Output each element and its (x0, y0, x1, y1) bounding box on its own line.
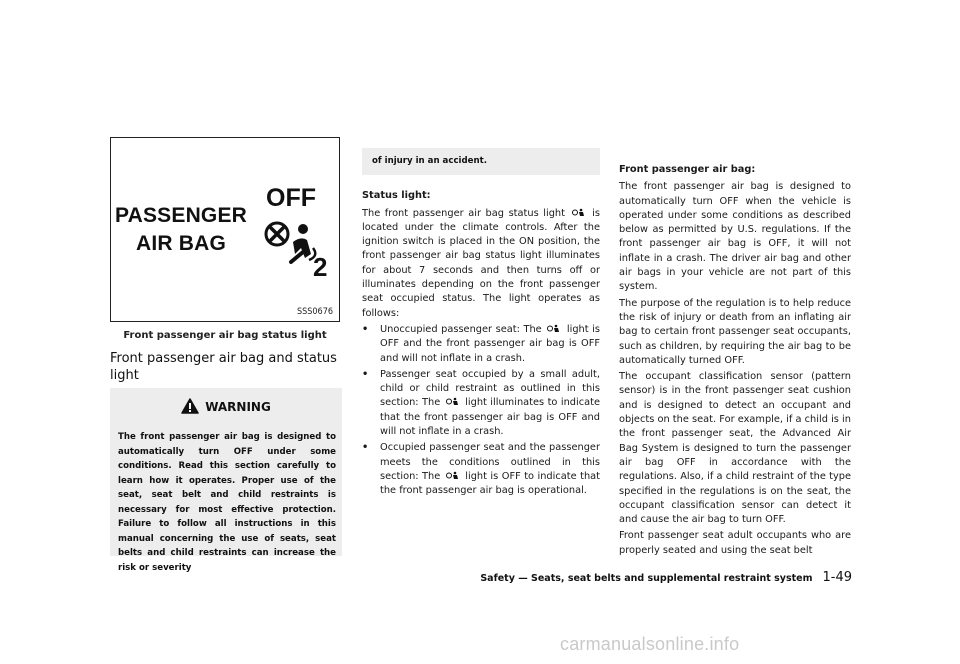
warning-triangle-icon (181, 398, 199, 414)
figure-label (111, 202, 251, 258)
column-3 (619, 163, 851, 560)
page-number: 1-49 (822, 570, 852, 585)
warning-text: The front passenger air bag is designed to automatically turn OFF under some conditions. Read this section carefully to learn how it operates. Proper use of the seat, seat belt and child restraints is necessary for most effective protection. Failure to follow all instructions in this manual concerning the use of seats, seat belts and child restraints can increase the risk or severity (118, 432, 336, 573)
passenger-airbag-off-icon (572, 208, 586, 217)
bullet-text-b: light illuminates to indicate that the front passenger air bag is OFF and will not inflate in a crash. (380, 397, 600, 438)
bullet-text-a: Unoccupied passenger seat: The (380, 323, 542, 335)
warning-continued: of injury in an accident. (362, 148, 600, 175)
passenger-airbag-off-icon (547, 324, 561, 333)
paragraph: The occupant classification sensor (pattern sensor) is in the front passenger seat cushion and is designed to detect an occupant and objects on the seat. For example, if a child is in the front passenger seat, the Advanced Air Bag System is designed to turn the passenger air bag OFF in accordance with the regulations. Also, if a child restraint of the type specified in the regulations is on the seat, the occupant classification sensor can detect it and cause the air bag to turn OFF. (619, 371, 851, 526)
bullet-text-a: Passenger seat occupied by a small adult, child or child restraint as outlined in this section: The (380, 368, 600, 409)
status-text-b: is located under the climate controls. After the ignition switch is placed in the ON position, the front passenger air bag status light illuminates for about 7 seconds and then turns off or illuminates depending on the front passenger seat occupied status. The light operates as follows: (362, 207, 600, 319)
status-bullet-list (362, 323, 600, 499)
footer-section: Safety — Seats, seat belts and supplemental restraint system (480, 573, 813, 584)
status-heading: Status light: (362, 190, 431, 202)
page-footer (480, 570, 852, 585)
bullet-text-a: Occupied passenger seat and the passenger meets the conditions outlined in this section: The (380, 442, 600, 482)
bullet-text-b: light is OFF to indicate that the front passenger air bag is operational. (380, 470, 600, 497)
airbag-heading: Front passenger air bag: (619, 164, 756, 175)
figure-code: SSS0676 (296, 307, 333, 317)
warning-box (110, 388, 342, 573)
figure-off-text: OFF (266, 184, 316, 212)
passenger-airbag-off-icon (446, 471, 460, 480)
paragraph: The front passenger air bag is designed to automatically turn OFF when the vehicle is operated under some conditions as described below as permitted by U.S. regulations. If the front passenger air bag is OFF, it will not inflate in a crash. The driver air bag and other air bags in your vehicle are not part of this system. (619, 181, 851, 293)
bullet-text-b: light is OFF and the front passenger air bag is OFF and will not inflate in a crash. (380, 323, 600, 364)
list-item: • Passenger seat occupied by a small adult, child or child restraint as outlined in this section: The light illuminates to indicate that the front passenger air bag is OFF and will not inflate in a crash. (362, 368, 600, 438)
warning-title: WARNING (205, 400, 271, 414)
figure-caption: Front passenger air bag status light (123, 330, 327, 341)
paragraph: Front passenger seat adult occupants who are properly seated and using the seat belt (619, 530, 851, 556)
figure-passenger-text: PASSENGER (114, 204, 248, 227)
passenger-airbag-off-icon (446, 397, 460, 406)
status-text-a: The front passenger air bag status light (362, 207, 565, 219)
list-item: • Occupied passenger seat and the passenger meets the conditions outlined in this section: The light is OFF to indicate that the front passenger air bag is operational. (362, 442, 600, 497)
status-paragraph (362, 207, 600, 321)
status-light-figure (110, 137, 340, 322)
watermark: carmanualsonline.info (560, 634, 740, 654)
paragraph: The purpose of the regulation is to help reduce the risk of injury or death from an inflating air bag to certain front passenger seat occupants, such as children, by requiring the air bag to be automatically turned OFF. (619, 297, 851, 366)
passenger-airbag-off-icon (261, 216, 331, 276)
list-item: • Unoccupied passenger seat: The light is OFF and the front passenger air bag is OFF and will not inflate in a crash. (362, 323, 600, 364)
figure-airbag-text: AIR BAG (135, 232, 227, 255)
column-2 (362, 148, 600, 501)
section-heading: Front passenger air bag and status light (110, 351, 337, 383)
warning-heading (110, 398, 342, 414)
figure-seat-number: 2 (313, 252, 328, 276)
